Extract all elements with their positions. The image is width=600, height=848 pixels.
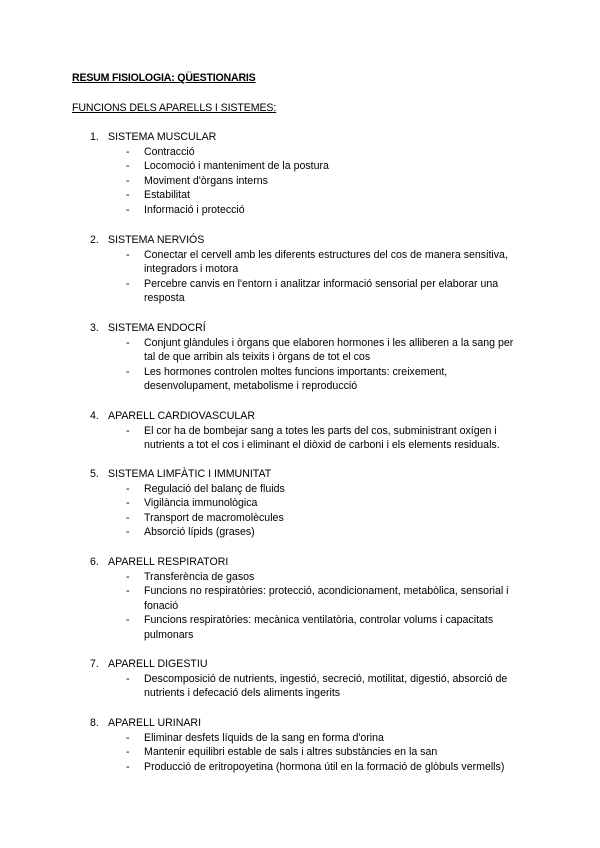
list-item-text: Funcions respiratòries: mecànica ventilatòria, controlar volums i capacitats pulmonars (144, 614, 494, 641)
list-item: - Absorció lípids (grases) (126, 526, 255, 539)
list-item-text: Conjunt glàndules i òrgans que elaboren hormones i les alliberen a la sang per tal de que arribin als teixits i òrgans de tot el cos (144, 336, 514, 364)
section-title: SISTEMA NERVIÓS (108, 234, 205, 246)
list-item: - Percebre canvis en l'entorn i analitzar informació sensorial per elaborar una resposta (126, 277, 499, 305)
list-item-text: Estabilitat (144, 189, 190, 202)
list-item: - Contracció (126, 145, 195, 158)
bullet-list (0, 336, 600, 394)
document-subtitle: FUNCIONS DELS APARELLS I SISTEMES: (72, 102, 277, 114)
list-item: - Estabilitat (126, 189, 190, 202)
list-item: - Producció de eritropoyetina (hormona útil en la formació de glòbuls vermells) (126, 760, 505, 773)
bullet-list (0, 145, 600, 218)
list-item: - Moviment d'òrgans interns (126, 174, 268, 187)
section-number: 8. (90, 717, 99, 729)
bullet-list (0, 672, 600, 701)
list-item: - Conjunt glàndules i òrgans que elaboren hormones i les alliberen a la sang per tal de que arribin als teixits i òrgans de tot el cos (126, 336, 514, 364)
section-number: 4. (90, 410, 99, 422)
list-item-text: Vigilància immunològica (144, 497, 258, 510)
section-number: 1. (90, 131, 99, 143)
section-title: SISTEMA LIMFÀTIC I IMMUNITAT (108, 468, 272, 480)
bullet-list (0, 731, 600, 775)
bullet-list (0, 424, 600, 453)
list-item-text: Transferència de gasos (144, 570, 255, 583)
list-item: - Vigilància immunològica (126, 497, 258, 510)
list-item-text: Descomposició de nutrients, ingestió, secreció, motilitat, digestió, absorció de nutrients i defecació dels aliments ingerits (144, 672, 508, 700)
section-heading (90, 657, 208, 672)
list-item: - Les hormones controlen moltes funcions importants: creixement, desenvolupament, metabolisme i reproducció (126, 365, 448, 393)
list-item-text: Transport de macromolècules (144, 511, 284, 524)
list-item-text: Absorció lípids (grases) (144, 526, 255, 539)
section-title: APARELL DIGESTIU (108, 658, 208, 670)
list-item-text: Mantenir equilibri estable de sals i altres substàncies en la san (144, 746, 438, 759)
list-item-text: Moviment d'òrgans interns (144, 174, 268, 187)
section-title: SISTEMA ENDOCRÍ (108, 322, 206, 334)
list-item-text: Eliminar desfets líquids de la sang en forma d'orina (144, 731, 384, 744)
section-heading (90, 321, 206, 336)
section-number: 6. (90, 556, 99, 568)
list-item: - Eliminar desfets líquids de la sang en forma d'orina (126, 731, 384, 744)
section-heading (90, 716, 201, 731)
section-title: SISTEMA MUSCULAR (108, 131, 217, 143)
list-item-text: Producció de eritropoyetina (hormona útil en la formació de glòbuls vermells) (144, 760, 505, 773)
list-item: - Regulació del balanç de fluids (126, 482, 285, 495)
section-heading (90, 409, 255, 424)
section-heading (90, 467, 271, 482)
list-item: - Locomoció i manteniment de la postura (126, 160, 329, 173)
list-item-text: Contracció (144, 145, 195, 158)
list-item-text: Informació i protecció (144, 203, 245, 216)
section-title: APARELL URINARI (108, 717, 202, 729)
list-item-text: Locomoció i manteniment de la postura (144, 160, 329, 173)
section-number: 7. (90, 658, 99, 670)
list-item-text: Conectar el cervell amb les diferents estructures del cos de manera sensitiva, integradors i motora (144, 248, 508, 276)
section-number: 5. (90, 468, 99, 480)
document-title: RESUM FISIOLOGIA: QÜESTIONARIS (72, 72, 256, 84)
list-item: - Descomposició de nutrients, ingestió, secreció, motilitat, digestió, absorció de nutrients i defecació dels aliments ingerits (126, 672, 508, 700)
list-item: - Transferència de gasos (126, 570, 255, 583)
bullet-list (0, 248, 600, 306)
list-item-text: Funcions no respiratòries: protecció, acondicionament, metabòlica, sensorial i fonació (144, 585, 509, 612)
section-heading (90, 130, 216, 145)
list-item-text: Percebre canvis en l'entorn i analitzar informació sensorial per elaborar una resposta (144, 277, 499, 305)
list-item: - Transport de macromolècules (126, 511, 284, 524)
section-number: 3. (90, 322, 99, 334)
section-heading (90, 555, 228, 570)
list-item-text: Les hormones controlen moltes funcions importants: creixement, desenvolupament, metabolisme i reproducció (144, 365, 448, 393)
list-item-text: El cor ha de bombejar sang a totes les parts del cos, subministrant oxígen i nutrients a tot el cos i eliminant el diòxid de carboni i els elements residuals. (144, 424, 500, 452)
section-heading (90, 233, 204, 248)
list-item: - Funcions respiratòries: mecànica ventilatòria, controlar volums i capacitats pulmonars (126, 614, 494, 641)
list-item: - Informació i protecció (126, 203, 245, 216)
section-title: APARELL RESPIRATORI (108, 556, 229, 568)
list-item-text: Regulació del balanç de fluids (144, 482, 285, 495)
section-title: APARELL CARDIOVASCULAR (108, 410, 255, 422)
list-item: - Mantenir equilibri estable de sals i altres substàncies en la san (126, 746, 438, 759)
list-item: - El cor ha de bombejar sang a totes les parts del cos, subministrant oxígen i nutrients a tot el cos i eliminant el diòxid de carboni i els elements residuals. (126, 424, 500, 452)
list-item: - Funcions no respiratòries: protecció, acondicionament, metabòlica, sensorial i fonació (126, 585, 509, 612)
list-item: - Conectar el cervell amb les diferents estructures del cos de manera sensitiva, integradors i motora (126, 248, 508, 276)
section-number: 2. (90, 234, 99, 246)
bullet-list (0, 482, 600, 540)
bullet-list (0, 570, 600, 643)
